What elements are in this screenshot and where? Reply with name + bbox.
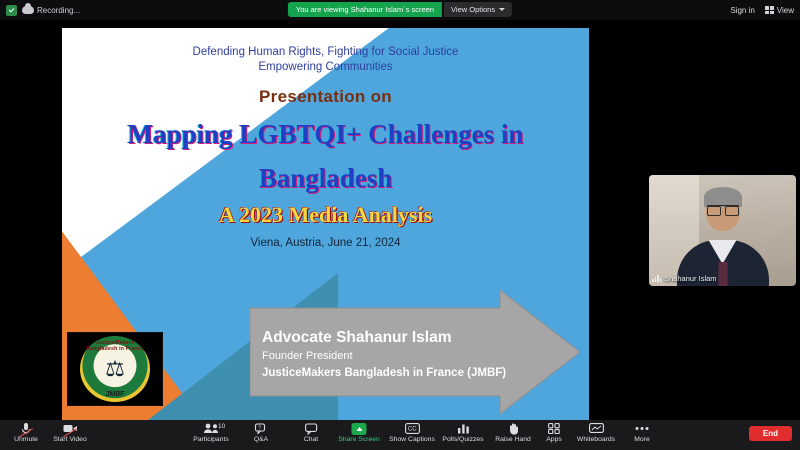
slide-tagline-line2: Empowering Communities — [258, 61, 393, 73]
toolbar-more-button[interactable] — [616, 422, 668, 443]
toolbar-participants-label: Participants — [193, 436, 229, 443]
toolbar-unmute-label: Unmute — [14, 436, 38, 443]
participant-name-badge — [652, 274, 717, 283]
meeting-top-bar — [0, 0, 800, 20]
toolbar-whiteboards-button[interactable] — [570, 422, 622, 443]
top-bar-right-group — [730, 0, 794, 20]
toolbar-chat-label: Chat — [303, 436, 319, 443]
slide-title-line2: Bangladesh — [258, 163, 393, 193]
toolbar-raise-hand-label: Raise Hand — [495, 436, 531, 443]
camera-muted-icon — [44, 422, 96, 435]
slide-presentation-on: Presentation on — [259, 87, 392, 106]
qa-icon — [235, 422, 287, 435]
toolbar-share-screen-button[interactable] — [333, 422, 385, 443]
toolbar-show-captions-label: Show Captions — [389, 436, 435, 443]
view-label: View — [776, 5, 794, 15]
slide-tagline-line1: Defending Human Rights, Fighting for Social Justice — [192, 46, 459, 58]
jmbf-logo-acronym: JMBF — [105, 391, 125, 398]
scales-of-justice-icon: ⚖ — [105, 356, 125, 381]
end-meeting-button[interactable]: End — [749, 426, 792, 441]
participants-count: 10 — [218, 423, 226, 430]
toolbar-start-video-label: Start Video — [53, 436, 87, 443]
toolbar-polls-label: Polls/Quizzes — [442, 436, 484, 443]
slide-arrow-banner — [250, 290, 580, 420]
recording-label: Recording... — [37, 5, 81, 15]
recording-indicator[interactable] — [22, 6, 80, 15]
closed-caption-icon — [386, 422, 438, 435]
top-bar-left-group — [0, 5, 80, 16]
toolbar-qa-label: Q&A — [253, 436, 269, 443]
screen-share-banner — [288, 2, 512, 17]
svg-text:?: ? — [257, 424, 261, 431]
meeting-controls-toolbar — [0, 420, 800, 450]
video-person-hair — [704, 187, 742, 207]
jmbf-logo-arc-text: JusticeMakers Bangladesh in France — [86, 340, 144, 352]
ellipsis-icon — [616, 422, 668, 435]
toolbar-show-captions-button[interactable] — [386, 422, 438, 443]
chat-bubble-icon — [285, 422, 337, 435]
video-person-tie — [718, 262, 727, 286]
toolbar-start-video-button[interactable] — [44, 422, 96, 443]
toolbar-share-screen-label: Share Screen — [338, 436, 380, 443]
viewing-screen-label: You are viewing Shahanur Islam`s screen — [288, 2, 442, 17]
slide-speaker-org: JusticeMakers Bangladesh in France (JMBF) — [262, 367, 507, 379]
slide-speaker-role: Founder President — [262, 350, 353, 362]
mic-bars-icon — [652, 275, 661, 282]
toolbar-apps-label: Apps — [546, 436, 562, 443]
shared-screen-slide[interactable] — [62, 28, 589, 420]
share-screen-green-badge — [352, 423, 367, 435]
participants-icon — [185, 422, 237, 435]
toolbar-polls-button[interactable] — [437, 422, 489, 443]
toolbar-whiteboards-label: Whiteboards — [576, 436, 616, 443]
slide-subtitle: A 2023 Media Analysis — [218, 202, 433, 227]
bar-chart-icon — [437, 422, 489, 435]
chevron-down-icon — [499, 8, 505, 11]
grid-layout-icon — [765, 6, 774, 14]
meeting-stage — [0, 20, 800, 420]
view-layout-button[interactable] — [765, 6, 794, 15]
sign-in-button[interactable]: Sign in — [730, 5, 755, 15]
slide-speaker-name: Advocate Shahanur Islam — [262, 329, 452, 346]
jmbf-logo — [67, 332, 163, 406]
jmbf-logo-ring — [80, 336, 150, 402]
toolbar-chat-button[interactable] — [285, 422, 337, 443]
view-options-button[interactable] — [444, 2, 512, 17]
toolbar-more-label: More — [634, 436, 650, 443]
toolbar-qa-button[interactable] — [235, 422, 287, 443]
video-person-glasses — [707, 205, 739, 213]
slide-speaker-block — [262, 328, 537, 381]
participant-name-label: Shahanur Islam — [664, 274, 717, 283]
whiteboard-icon — [570, 422, 622, 435]
toolbar-participants-button[interactable] — [185, 422, 237, 443]
slide-venue: Viena, Austria, June 21, 2024 — [250, 237, 401, 249]
svg-text:CC: CC — [407, 426, 417, 433]
cloud-recording-icon — [22, 6, 34, 14]
view-options-label: View Options — [451, 5, 496, 14]
participant-video-tile[interactable] — [649, 175, 796, 286]
slide-title-line1: Mapping LGBTQI+ Challenges in — [127, 119, 524, 149]
shield-check-icon[interactable] — [6, 5, 17, 16]
